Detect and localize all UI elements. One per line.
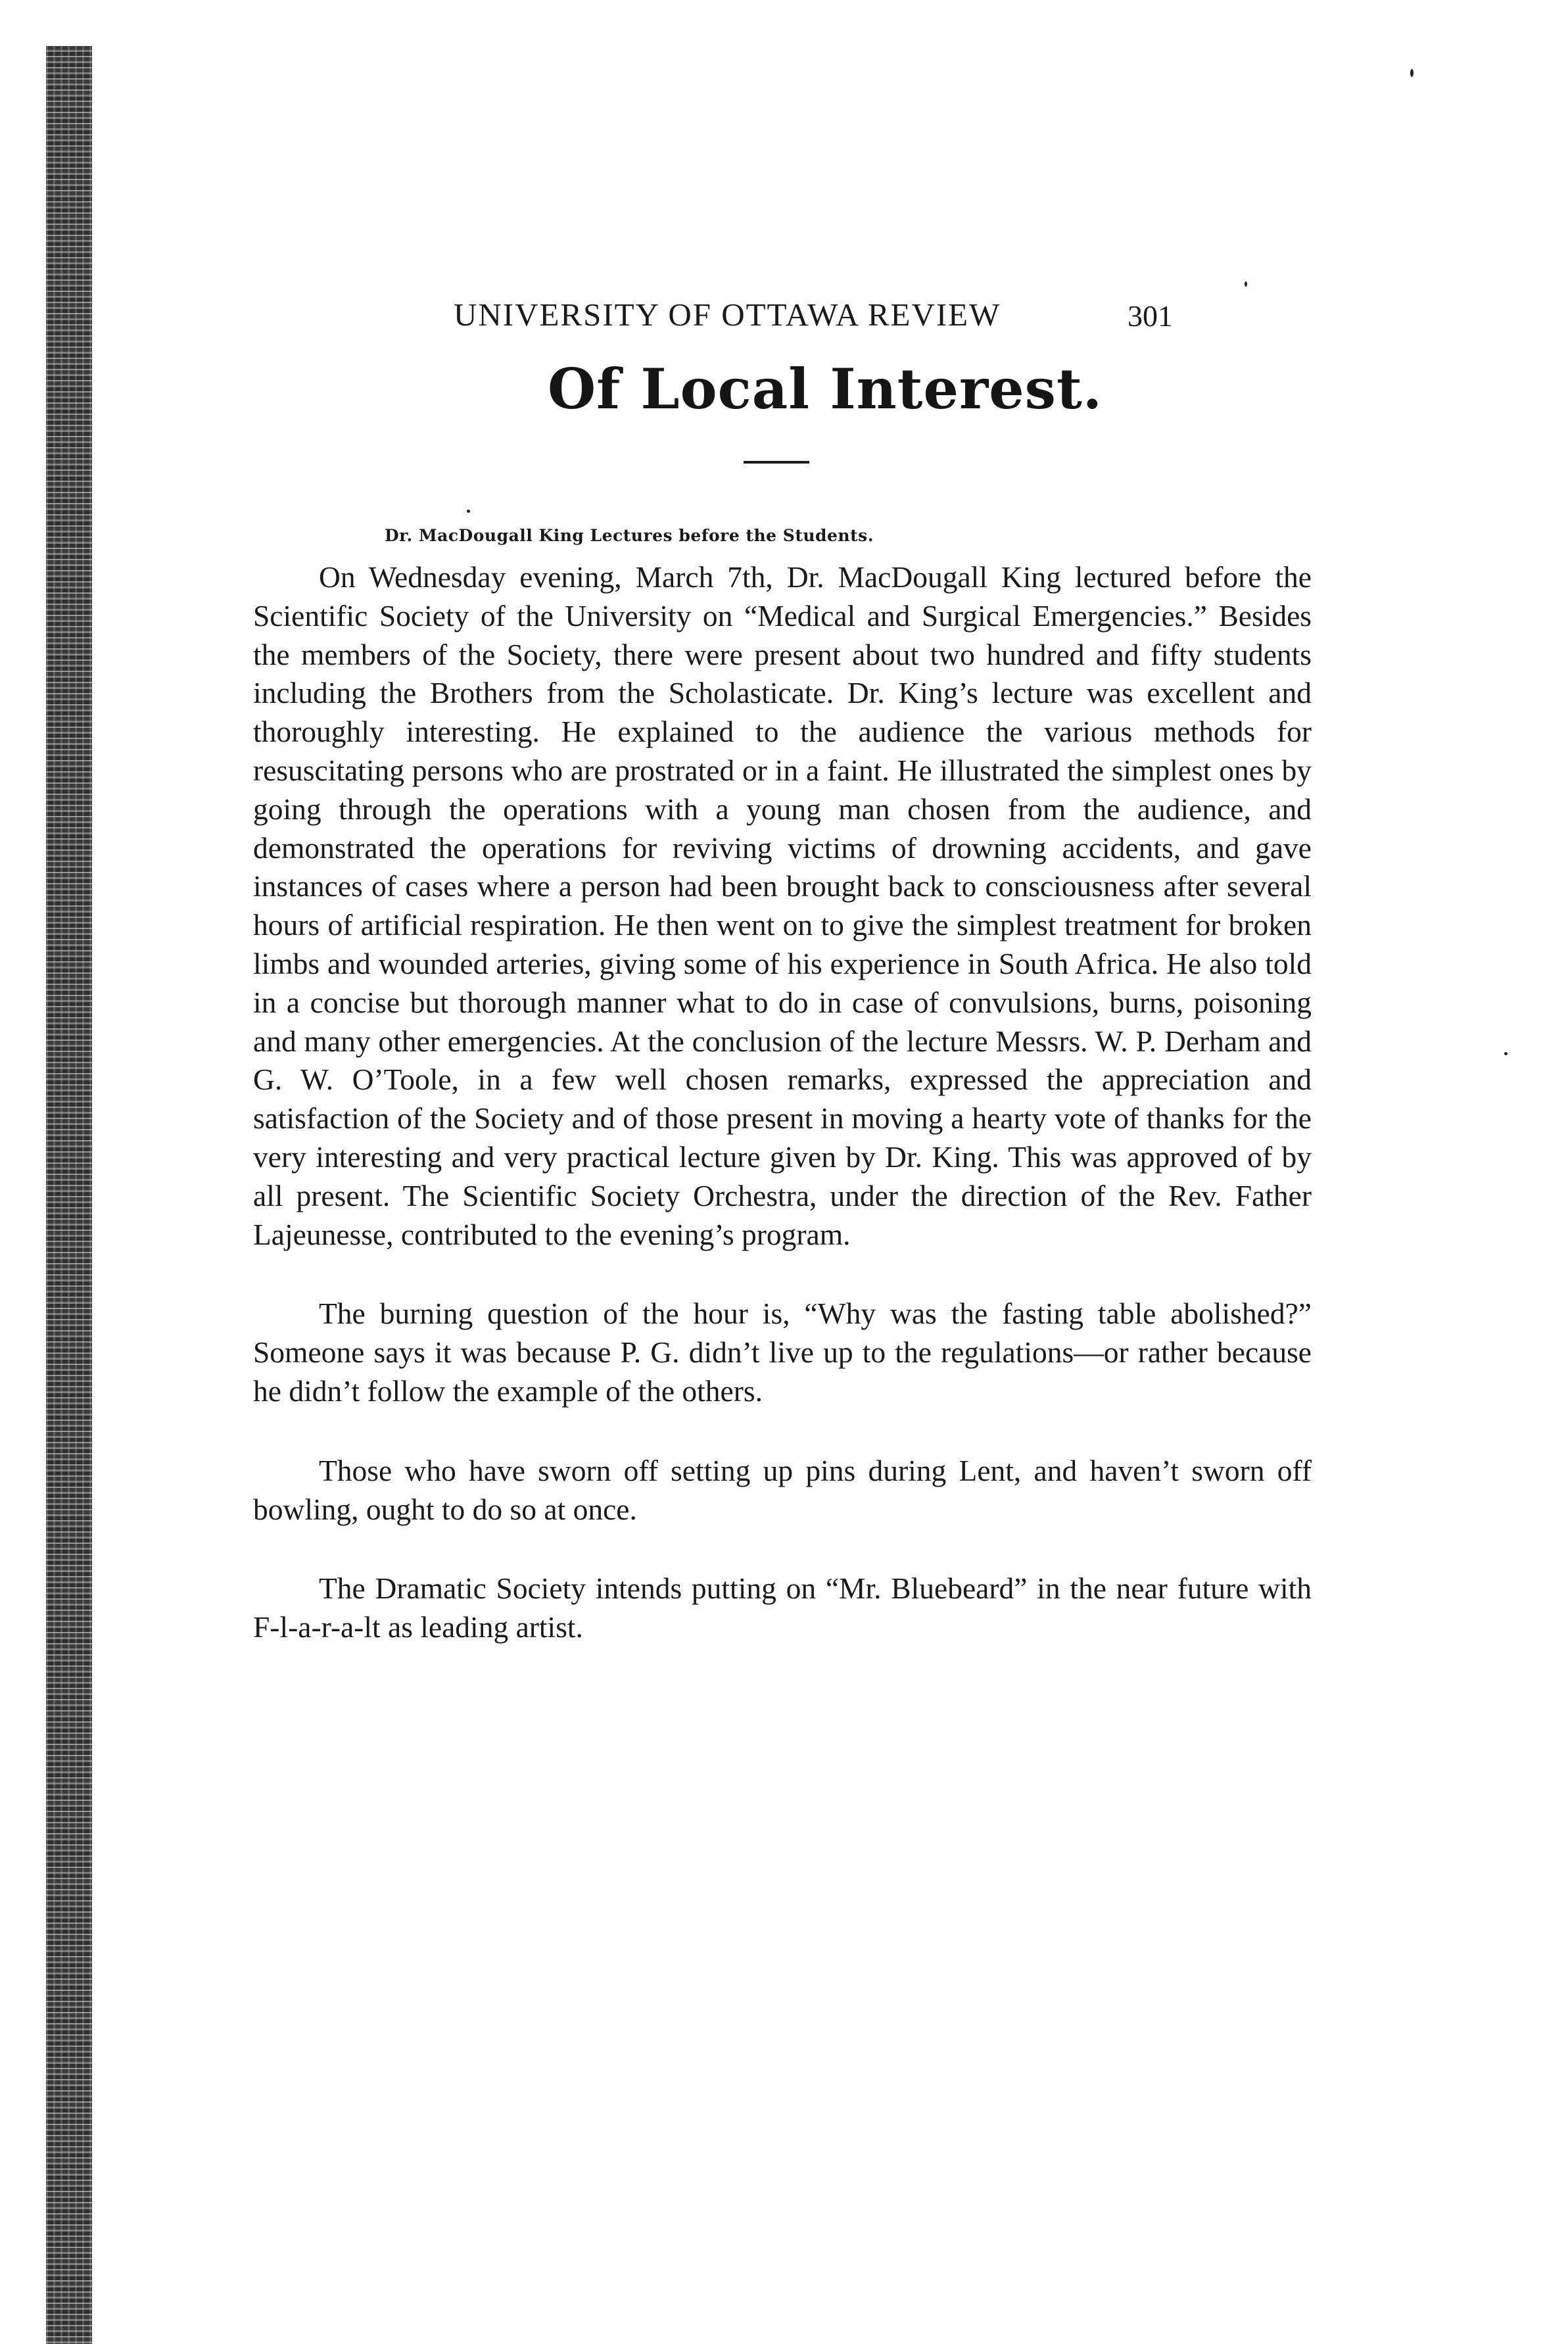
scan-speck (1504, 1052, 1508, 1055)
article-heading: Dr. MacDougall King Lectures before the Students. (385, 526, 874, 545)
scan-speck (1245, 281, 1247, 287)
scan-binding-edge (46, 46, 92, 2344)
paragraph-dramatic-society: The Dramatic Society intends putting on “Mr. Bluebeard” in the near future with F-l-a-r-a-lt as leading artist. (253, 1571, 1312, 1644)
running-head (253, 296, 1312, 348)
paragraph-lecture: On Wednesday evening, March 7th, Dr. MacDougall King lectured before the Scientific Society of the University on “Medical and Surgical Emergencies.” Besides the members of the Society, there were present about two hundred and fifty students including the Brothers from the Scholasticate. Dr. King’s lecture was excellent and thoroughly interesting. He explained to the audience the various methods for resuscitating persons who are prostrated or in a faint. He illustrated the simplest ones by going through the operations with a young man chosen from the audience, and demonstrated the operations for reviving victims of drowning accidents, and gave instances of cases where a person had been brought back to consciousness after several hours of artificial respiration. He then went on to give the simplest treatment for broken limbs and wounded arteries, giving some of his experience in South Africa. He also told in a concise but thorough manner what to do in case of convulsions, burns, poisoning and many other emergencies. At the conclusion of the lecture Messrs. W. P. Derham and G. W. O’Toole, in a few well chosen remarks, expressed the appreciation and satisfaction of the Society and of those present in moving a hearty vote of thanks for the very interesting and very practical lecture given by Dr. King. This was approved of by all present. The Scientific Society Orchestra, under the direction of the Rev. Father Lajeunesse, contributed to the evening’s program. (253, 560, 1312, 1251)
scan-speck (1410, 69, 1414, 77)
paragraph-fasting-table: The burning question of the hour is, “Why was the fasting table abolished?” Someone says it was because P. G. didn’t live up to the regulations—or rather because he didn’t follow the example of the others. (253, 1297, 1312, 1408)
paragraph-bowling: Those who have sworn off setting up pins during Lent, and haven’t sworn off bowling, ought to do so at once. (253, 1453, 1312, 1526)
page-number: 301 (1128, 299, 1173, 333)
journal-name: UNIVERSITY OF OTTAWA REVIEW (454, 297, 1001, 333)
document-page (253, 296, 1312, 1647)
section-title: Of Local Interest. (547, 356, 1103, 421)
title-divider (744, 461, 809, 464)
article-body (253, 558, 1312, 1647)
